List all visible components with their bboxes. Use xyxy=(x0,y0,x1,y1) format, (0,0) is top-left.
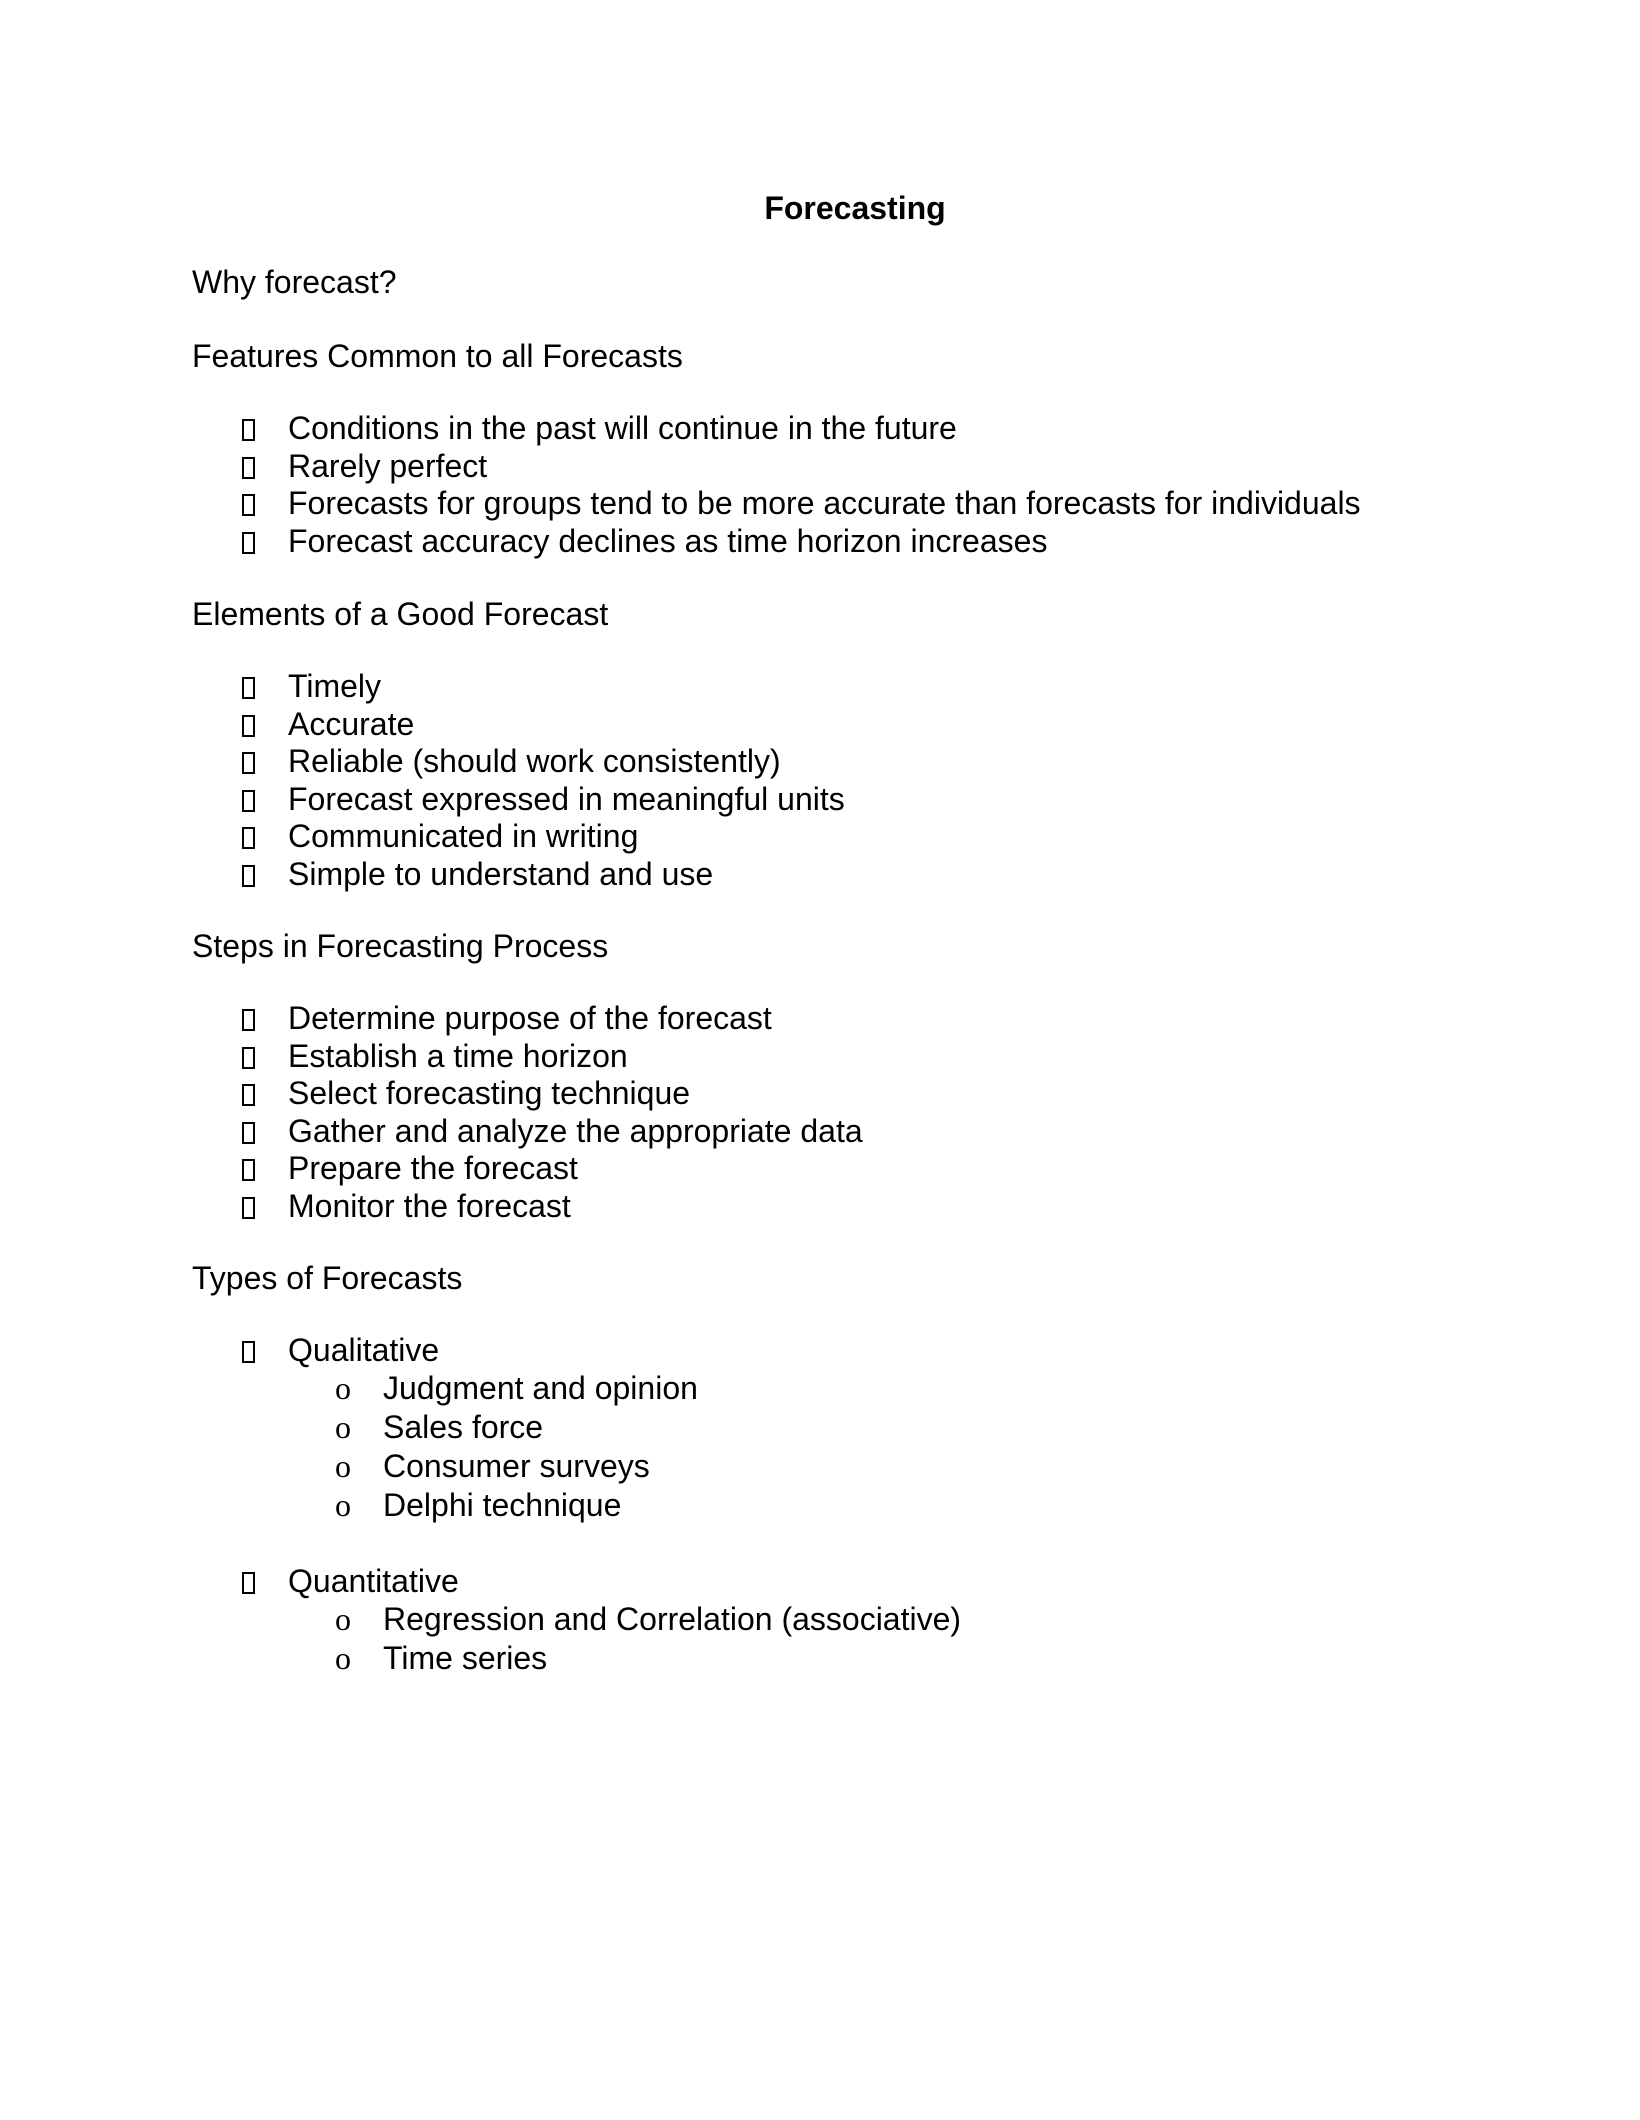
circle-bullet-icon: o xyxy=(335,1487,351,1523)
circle-bullet-icon: o xyxy=(335,1409,351,1445)
missing-glyph-bullet-icon xyxy=(242,827,255,849)
missing-glyph-bullet-icon xyxy=(242,1047,255,1069)
missing-glyph-bullet-icon xyxy=(242,865,255,887)
missing-glyph-bullet-icon xyxy=(242,532,255,554)
missing-glyph-bullet-icon xyxy=(242,715,255,737)
document-title: Forecasting xyxy=(764,190,946,226)
features-heading: Features Common to all Forecasts xyxy=(192,338,683,374)
missing-glyph-bullet-icon xyxy=(242,1197,255,1219)
circle-bullet-icon: o xyxy=(335,1448,351,1484)
missing-glyph-bullet-icon xyxy=(242,677,255,699)
missing-glyph-bullet-icon xyxy=(242,752,255,774)
circle-bullet-icon: o xyxy=(335,1601,351,1637)
missing-glyph-bullet-icon xyxy=(242,1159,255,1181)
circle-bullet-icon: o xyxy=(335,1370,351,1406)
missing-glyph-bullet-icon xyxy=(242,1341,255,1363)
missing-glyph-bullet-icon xyxy=(242,1009,255,1031)
missing-glyph-bullet-icon xyxy=(242,457,255,479)
circle-bullet-icon: o xyxy=(335,1640,351,1676)
why-forecast-heading: Why forecast? xyxy=(192,264,397,300)
missing-glyph-bullet-icon xyxy=(242,419,255,441)
types-heading: Types of Forecasts xyxy=(192,1260,463,1296)
missing-glyph-bullet-icon xyxy=(242,790,255,812)
missing-glyph-bullet-icon xyxy=(242,494,255,516)
steps-heading: Steps in Forecasting Process xyxy=(192,928,609,964)
document-page: Forecasting Why forecast? Features Common to all Forecasts Conditions in the past will continue in the future Rarely perfect Forecasts for groups tend to be more accurate than forecasts for individuals Forecast accuracy declines as time horizon increases Elements of a Good Forecast Timely Accurate Reliable (should work consistently) Forecast expressed in meaningful units Communicated in writing Simple to understand and use Steps in Forecasting Process Determine purpose of the forecast Establish a time horizon Select forecasting technique Gather and analyze the appropriate data Prepare the forecast Monitor the forecast Types of Forecasts Qualitative o Judgment and opinion o Sales force o Consumer surveys o Delphi technique Quantitative o Regression and Correlation (associative) o Time series xyxy=(0,0,1640,2120)
missing-glyph-bullet-icon xyxy=(242,1084,255,1106)
elements-heading: Elements of a Good Forecast xyxy=(192,596,609,632)
missing-glyph-bullet-icon xyxy=(242,1572,255,1594)
missing-glyph-bullet-icon xyxy=(242,1122,255,1144)
